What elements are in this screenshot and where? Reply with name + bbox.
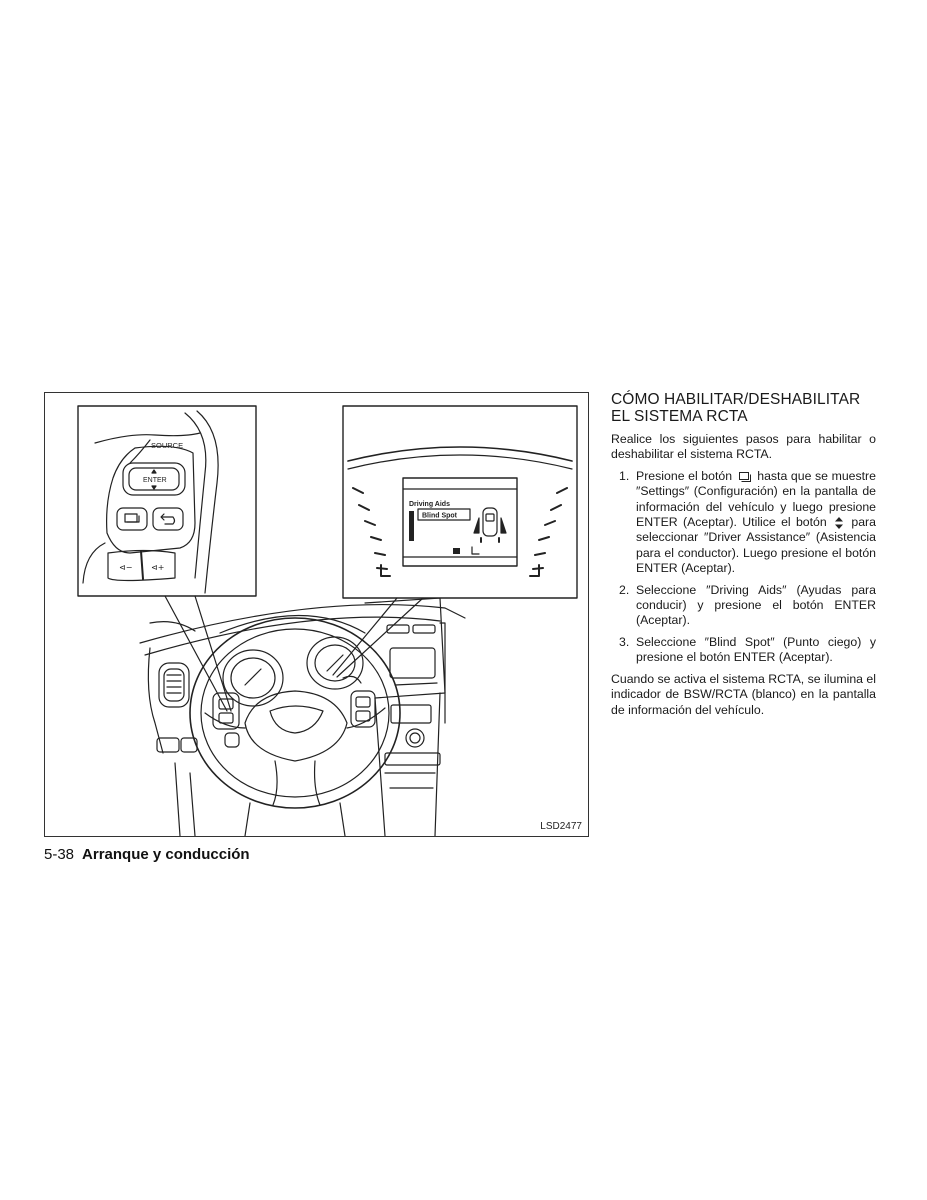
steps-list	[611, 469, 876, 666]
settings-button-icon	[738, 471, 752, 483]
enter-label: ENTER	[143, 477, 167, 484]
step-number: 2.	[619, 582, 630, 597]
figure-code: LSD2477	[540, 821, 582, 832]
list-item: 2. Seleccione ″Driving Aids″ (Ayudas para conducir) y presione el botón ENTER (Aceptar).	[619, 582, 876, 628]
section-name: Arranque y conducción	[82, 846, 250, 863]
step-number: 1.	[619, 468, 630, 483]
intro-paragraph: Realice los siguientes pasos para habilitar o deshabilitar el sistema RCTA.	[611, 432, 876, 462]
display-menu-title: Driving Aids	[409, 501, 450, 508]
text-column	[611, 391, 876, 724]
page-number: 5-38	[44, 846, 75, 863]
step-number: 3.	[619, 634, 630, 649]
closing-paragraph: Cuando se activa el sistema RCTA, se ilumina el indicador de BSW/RCTA (blanco) en la pantalla de información del vehículo.	[611, 671, 876, 717]
heading-line-1: CÓMO HABILITAR/DESHABILITAR	[611, 391, 861, 408]
list-item: 3. Seleccione ″Blind Spot″ (Punto ciego) y presione el botón ENTER (Aceptar).	[619, 634, 876, 665]
page-footer	[44, 846, 250, 863]
heading-line-2: EL SISTEMA RCTA	[611, 408, 748, 425]
up-down-arrow-icon	[834, 516, 844, 530]
section-heading	[611, 391, 876, 425]
volume-up-label: ⊲+	[151, 563, 165, 572]
display-menu-item: Blind Spot	[422, 512, 457, 520]
illustration-figure	[44, 392, 589, 837]
source-label: SOURCE	[151, 441, 184, 450]
volume-down-label: ⊲−	[119, 563, 133, 572]
list-item: 1. Presione el botón hasta que se muestre ″Settings″ (Configuración) en la pantalla de información del vehículo y luego presione ENTER (Aceptar). Utilice el botón para seleccionar ″Driver Assistance″ (Asistencia para el conductor). Luego presione el botón ENTER (Aceptar).	[619, 468, 876, 576]
dashboard-illustration	[45, 393, 588, 836]
